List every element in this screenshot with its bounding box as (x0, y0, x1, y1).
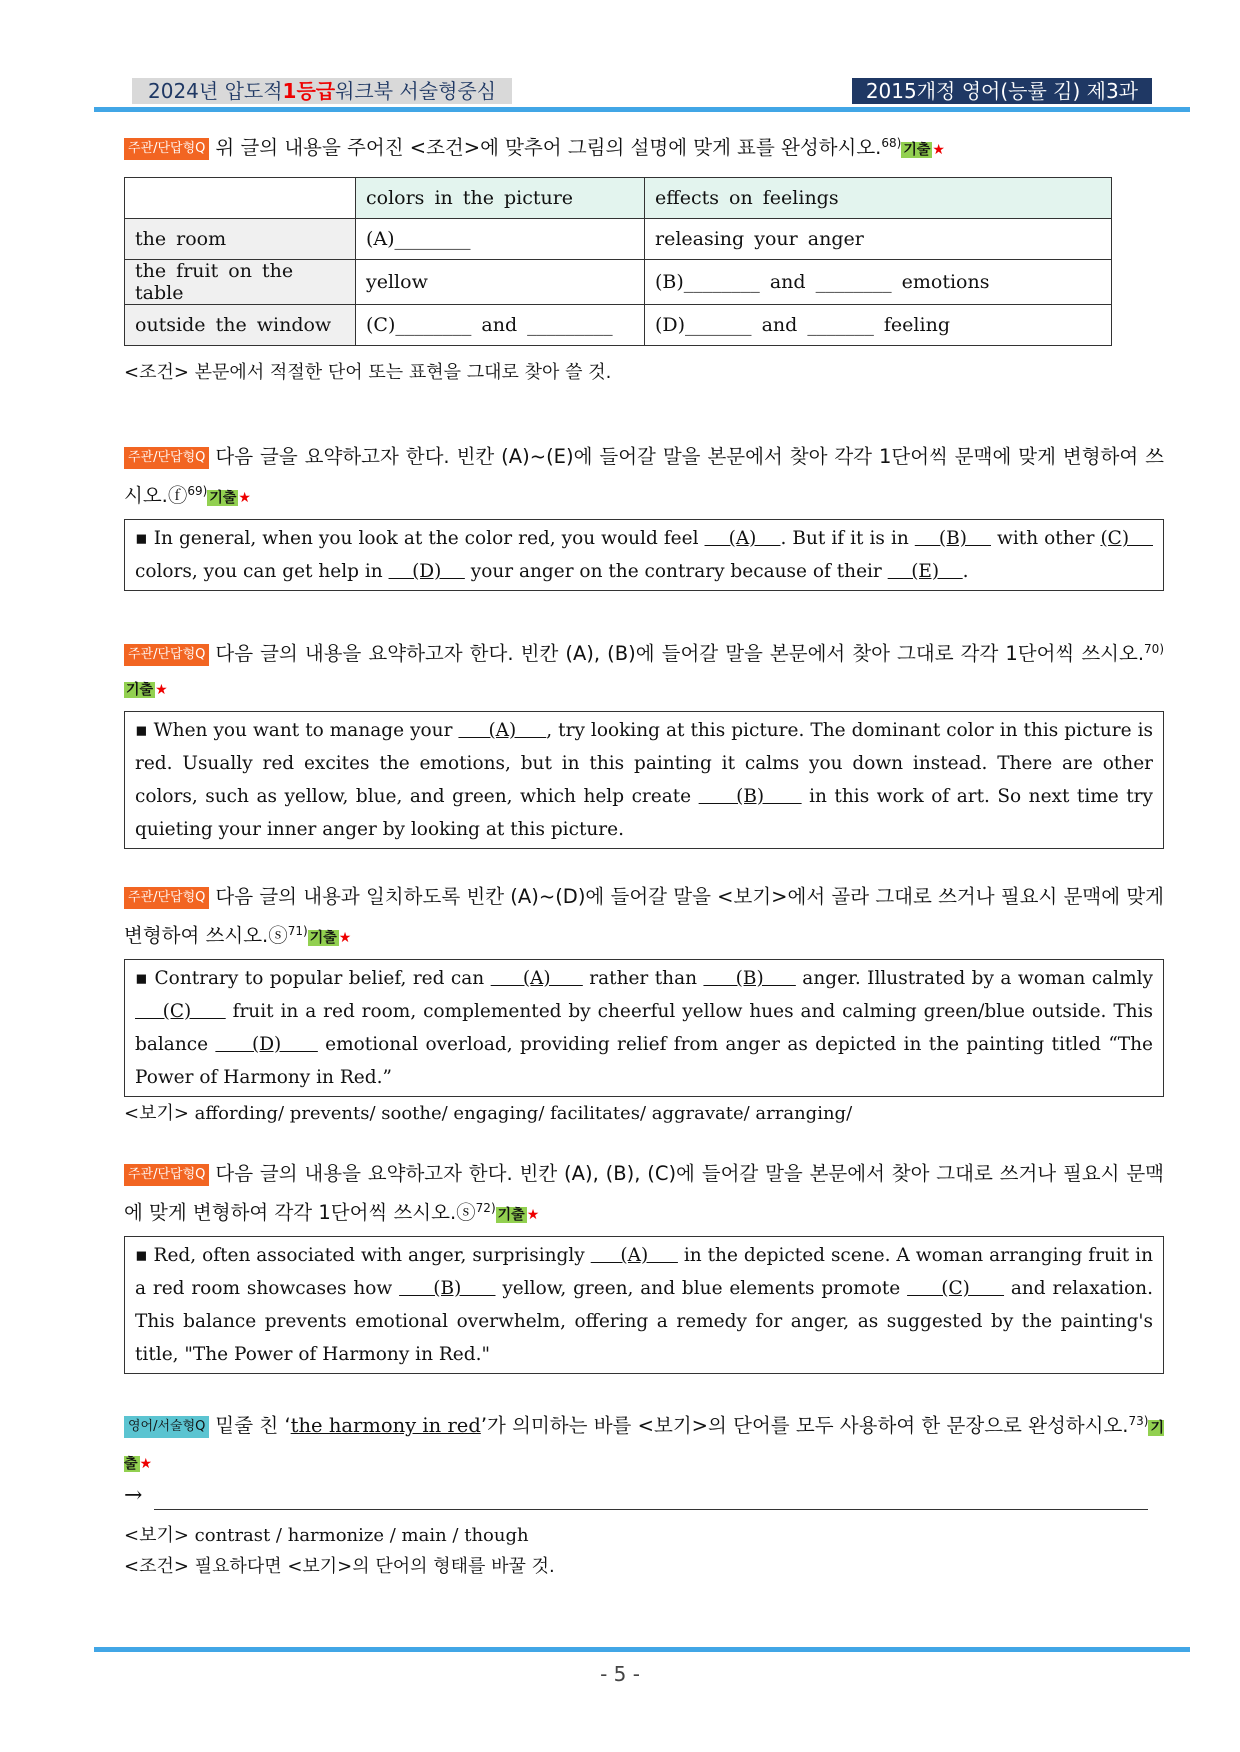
question-70 (124, 632, 1164, 849)
summary-text: in the depicted scene. A woman arranging fruit in a red room showcases how (135, 1245, 1153, 1299)
summary-box (124, 1236, 1164, 1374)
question-number: 70) (1144, 642, 1164, 656)
summary-text: . But if it is in (780, 528, 915, 549)
summary-text: with other (991, 528, 1101, 549)
summary-text: rather than (582, 968, 704, 989)
page-number: - 5 - (600, 1662, 640, 1686)
blank-b[interactable]: (B) (698, 786, 802, 807)
header-title-part: 2024년 압도적 (148, 79, 283, 103)
summary-text: colors, you can get help in (135, 561, 389, 582)
question-number: 72) (475, 1201, 496, 1215)
question-number: 68) (881, 136, 902, 150)
gichul-badge: 기출 (903, 142, 931, 158)
summary-text: . (962, 561, 969, 582)
table-header-cell: effects on feelings (645, 178, 1112, 219)
table-cell: releasing your anger (645, 219, 1112, 260)
header-title-part: 워크북 서술형중심 (335, 79, 497, 103)
blank-e[interactable]: (E) (887, 561, 963, 582)
question-mark: ⓢ (456, 1201, 476, 1224)
question-text: ’가 의미하는 바를 <보기>의 단어를 모두 사용하여 한 문장으로 완성하시오. (480, 1414, 1129, 1437)
question-number: 71) (287, 924, 308, 938)
question-71 (124, 880, 1164, 1129)
question-text: 다음 글의 내용을 요약하고자 한다. 빈칸 (A), (B)에 들어갈 말을 본문에서 찾아 그대로 각각 1단어씩 쓰시오. (215, 642, 1145, 665)
star-icon: ★ (238, 490, 251, 506)
table-header-cell (125, 178, 356, 219)
table-header-row (125, 178, 1112, 219)
table-row (125, 305, 1112, 346)
summary-text: ▪ Contrary to popular belief, red can (135, 968, 491, 989)
blank-d[interactable]: (D) (215, 1034, 318, 1055)
table-header-cell: colors in the picture (356, 178, 645, 219)
gichul-badge: 기출 (124, 1420, 1164, 1472)
question-type-tag: 주관/단답형Q (124, 138, 209, 160)
summary-text: ▪ When you want to manage your (135, 720, 459, 741)
blank-a[interactable]: (A) (590, 1245, 678, 1266)
table-cell[interactable]: (A)________ (356, 219, 645, 260)
question-text: 다음 글을 요약하고자 한다. 빈칸 (A)~(E)에 들어갈 말을 본문에서 찾아 각각 1단어씩 문맥에 맞게 변형하여 쓰시오. (124, 445, 1164, 507)
table-cell[interactable]: (B)________ and ________ emotions (645, 260, 1112, 305)
question-type-tag: 영어/서술형Q (124, 1416, 209, 1438)
table-cell: outside the window (125, 305, 356, 346)
underlined-phrase: the harmony in red (290, 1414, 481, 1437)
table-cell[interactable]: (D)_______ and _______ feeling (645, 305, 1112, 346)
table-row (125, 260, 1112, 305)
footer-divider (94, 1647, 1190, 1652)
arrow-icon: → (124, 1483, 143, 1508)
question-68-prompt (124, 126, 1164, 167)
word-bank: <보기> contrast / harmonize / main / though (124, 1525, 529, 1546)
question-mark: ⓢ (268, 924, 288, 947)
table-cell: the room (125, 219, 356, 260)
blank-a[interactable]: (A) (458, 720, 547, 741)
condition-note: <조건> 필요하다면 <보기>의 단어의 형태를 바꿀 것. (124, 1556, 555, 1577)
answer-line[interactable] (124, 1483, 1164, 1515)
question-72-prompt (124, 1157, 1164, 1232)
question-text: 다음 글의 내용을 요약하고자 한다. 빈칸 (A), (B), (C)에 들어갈 말을 본문에서 찾아 그대로 쓰거나 필요시 문맥에 맞게 변형하여 각각 1단어씩 쓰시오. (124, 1162, 1164, 1224)
summary-text: yellow, green, and blue elements promote (495, 1278, 908, 1299)
question-text: 다음 글의 내용과 일치하도록 빈칸 (A)~(D)에 들어갈 말을 <보기>에서 골라 그대로 쓰거나 필요시 문맥에 맞게 변형하여 쓰시오. (124, 885, 1164, 947)
header-divider (94, 107, 1190, 112)
answer-table (124, 177, 1112, 346)
star-icon: ★ (155, 682, 168, 698)
summary-text: in this work of art. So next time try quieting your inner anger by looking at this picture. (135, 786, 1153, 840)
question-71-prompt (124, 880, 1164, 955)
question-text: 밑줄 친 ‘ (215, 1414, 291, 1437)
blank-b[interactable]: (B) (399, 1278, 496, 1299)
summary-box (124, 711, 1164, 849)
summary-text: ▪ In general, when you look at the color red, you would feel (135, 528, 705, 549)
table-cell: yellow (356, 260, 645, 305)
question-68 (124, 126, 1164, 386)
table-cell: the fruit on the table (125, 260, 356, 305)
blank-d[interactable]: (D) (388, 561, 465, 582)
question-70-prompt (124, 632, 1164, 707)
blank-c[interactable]: (C) (1100, 528, 1153, 549)
blank-b[interactable]: (B) (914, 528, 991, 549)
summary-text: ▪ Red, often associated with anger, surprisingly (135, 1245, 591, 1266)
summary-text: anger. Illustrated by a woman calmly (795, 968, 1153, 989)
blank-a[interactable]: (A) (704, 528, 781, 549)
question-number: 73) (1128, 1414, 1149, 1428)
question-69 (124, 440, 1164, 591)
question-69-prompt (124, 440, 1164, 515)
question-text: 위 글의 내용을 주어진 <조건>에 맞추어 그림의 설명에 맞게 표를 완성하시오. (215, 136, 882, 159)
summary-text: , try looking at this picture. The dominant color in this picture is red. Usually red excites the emotions, but in this painting it calms you down instead. There are other colors, such as yellow, blue, and green, which help create (135, 720, 1153, 807)
question-73-prompt (124, 1404, 1164, 1481)
question-73 (124, 1404, 1164, 1583)
table-row (125, 219, 1112, 260)
blank-b[interactable]: (B) (703, 968, 796, 989)
question-mark: ⓕ (167, 484, 188, 507)
question-type-tag: 주관/단답형Q (124, 1164, 209, 1186)
question-type-tag: 주관/단답형Q (124, 887, 209, 909)
question-type-tag: 주관/단답형Q (124, 447, 209, 469)
answer-underline[interactable] (154, 1509, 1148, 1510)
star-icon: ★ (932, 142, 945, 158)
page-header (94, 78, 1190, 108)
question-type-tag: 주관/단답형Q (124, 644, 209, 666)
star-icon: ★ (139, 1456, 153, 1472)
summary-text: emotional overload, providing relief from anger as depicted in the painting titled “The Power of Harmony in Red.” (135, 1034, 1153, 1088)
summary-box (124, 519, 1164, 591)
header-title-highlight: 1등급 (282, 79, 336, 103)
table-cell[interactable]: (C)________ and _________ (356, 305, 645, 346)
question-number: 69) (187, 484, 208, 498)
word-bank: <보기> affording/ prevents/ soothe/ engaging/ facilitates/ aggravate/ arranging/ (124, 1103, 853, 1124)
star-icon: ★ (338, 930, 352, 946)
gichul-badge: 기출 (126, 682, 154, 698)
summary-box (124, 959, 1164, 1097)
question-72 (124, 1157, 1164, 1374)
blank-c[interactable]: (C) (907, 1278, 1005, 1299)
condition-note: <조건> 본문에서 적절한 단어 또는 표현을 그대로 찾아 쓸 것. (124, 362, 612, 383)
blank-a[interactable]: (A) (490, 968, 583, 989)
gichul-badge: 기출 (497, 1207, 525, 1223)
gichul-badge: 기출 (209, 490, 237, 506)
star-icon: ★ (526, 1207, 540, 1223)
summary-text: fruit in a red room, complemented by cheerful yellow hues and calming green/blue outside. This balance (135, 1001, 1153, 1055)
header-workbook-title (132, 78, 512, 104)
gichul-badge: 기출 (309, 930, 337, 946)
summary-text: your anger on the contrary because of their (464, 561, 888, 582)
blank-c[interactable]: (C) (135, 1001, 226, 1022)
summary-text: and relaxation. This balance prevents emotional overwhelm, offering a remedy for anger, as suggested by the painting's title, "The Power of Harmony in Red." (135, 1278, 1153, 1365)
header-lesson-title: 2015개정 영어(능률 김) 제3과 (852, 78, 1152, 104)
